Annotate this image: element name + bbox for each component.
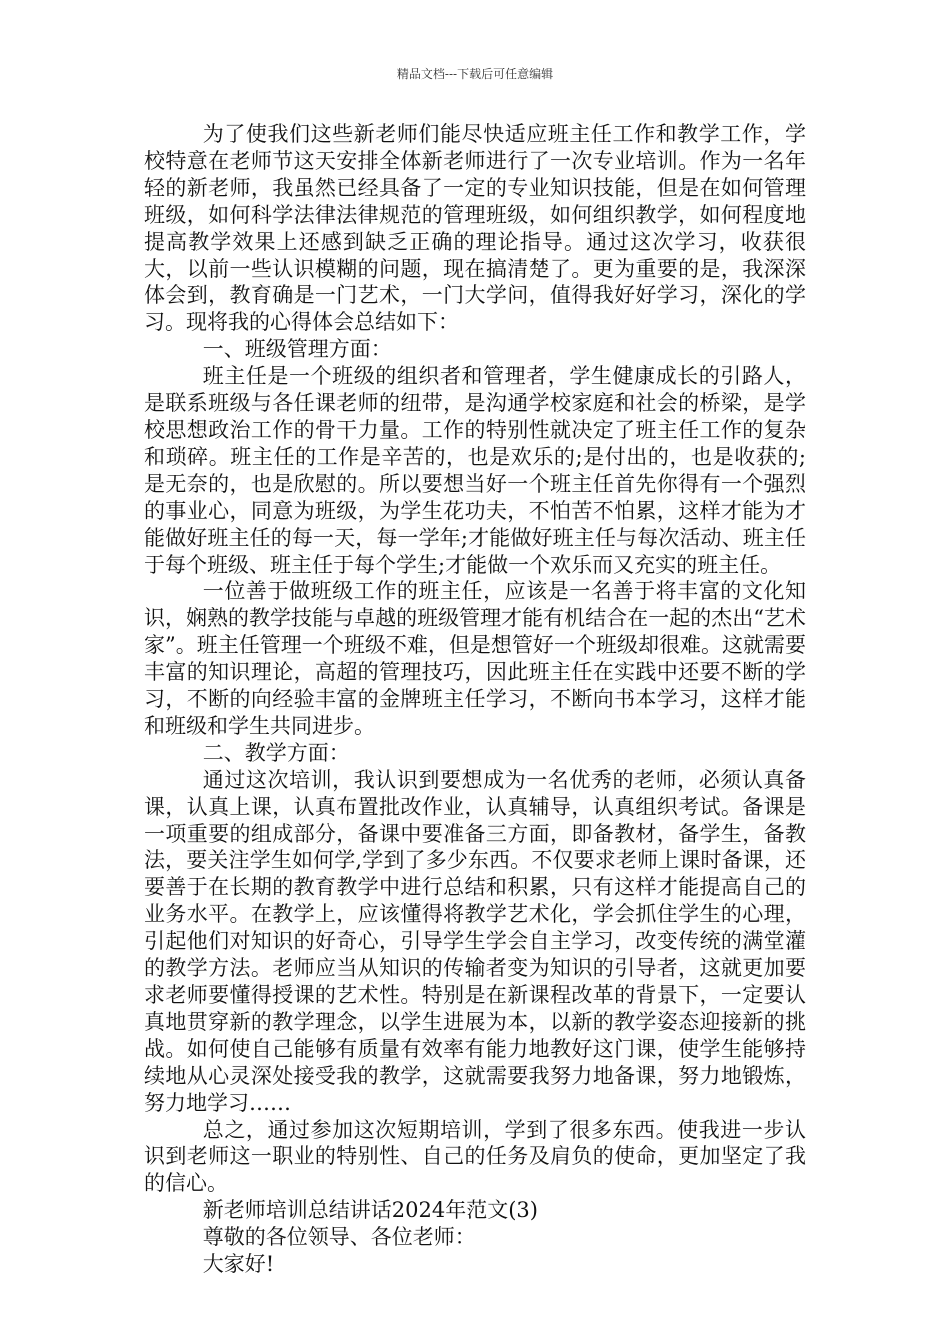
salutation: 尊敬的各位领导、各位老师： (202, 1225, 476, 1250)
paragraph-class-teacher-role: 班主任是一个班级的组织者和管理者，学生健康成长的引路人，是联系班级与各任课老师的纽带，是沟通学校家庭和社会的桥梁，是学校思想政治工作的骨干力量。工作的特别性就决定了班主任工作的复杂和琐碎。班主任的工作是辛苦的，也是欢乐的;是付出的，也是收获的;是无奈的，也是欣慰的。所以要想当好一个班主任首先你得有一个强烈的事业心，同意为班级，为学生花功夫，不怕苦不怕累，这样才能为才能做好班主任的每一天，每一学年;才能做好班主任与每次活动、班主任于每个班级、班主任于每个学生;才能做一个欢乐而又充实的班主任。 (144, 364, 806, 577)
paragraph-conclusion: 总之，通过参加这次短期培训，学到了很多东西。使我进一步认识到老师这一职业的特别性、自己的任务及肩负的使命，更加坚定了我的信心。 (144, 1117, 806, 1196)
document-body (144, 121, 806, 1278)
paragraph-teaching: 通过这次培训，我认识到要想成为一名优秀的老师，必须认真备课，认真上课，认真布置批改作业，认真辅导，认真组织考试。备课是一项重要的组成部分，备课中要准备三方面，即备教材，备学生，备教法，要关注学生如何学,学到了多少东西。不仅要求老师上课时备课，还要善于在长期的教育教学中进行总结和积累，只有这样才能提高自己的业务水平。在教学上，应该懂得将教学艺术化，学会抓住学生的心理，引起他们对知识的好奇心，引导学生学会自主学习，改变传统的满堂灌的教学方法。老师应当从知识的传输者变为知识的引导者，这就更加要求老师要懂得授课的艺术性。特别是在新课程改革的背景下，一定要认真地贯穿新的教学理念，以学生进展为本，以新的教学姿态迎接新的挑战。如何使自己能够有质量有效率有能力地教好这门课，使学生能够持续地从心灵深处接受我的教学，这就需要我努力地备课，努力地锻炼，努力地学习…… (144, 767, 806, 1115)
intro-paragraph: 为了使我们这些新老师们能尽快适应班主任工作和教学工作，学校特意在老师节这天安排全体新老师进行了一次专业培训。作为一名年轻的新老师，我虽然已经具备了一定的专业知识技能，但是在如何管理班级，如何科学法律法律规范的管理班级，如何组织教学，如何程度地提高教学效果上还感到缺乏正确的理论指导。通过这次学习，收获很大，以前一些认识模糊的问题，现在搞清楚了。更为重要的是，我深深体会到，教育确是一门艺术，一门大学问，值得我好好学习，深化的学习。现将我的心得体会总结如下： (144, 122, 806, 335)
section-heading-class-management: 一、班级管理方面： (202, 337, 392, 362)
section-heading-teaching: 二、教学方面： (202, 740, 350, 765)
page-header: 精品文档---下载后可任意编辑 (396, 67, 554, 81)
paragraph-class-teacher-artist: 一位善于做班级工作的班主任，应该是一名善于将丰富的文化知识，娴熟的教学技能与卓越的班级管理才能有机结合在一起的杰出“艺术家”。班主任管理一个班级不难，但是想管好一个班级却很难。这就需要丰富的知识理论，高超的管理技巧，因此班主任在实践中还要不断的学习，不断的向经验丰富的金牌班主任学习，不断向书本学习，这样才能和班级和学生共同进步。 (144, 579, 806, 738)
greeting: 大家好! (202, 1252, 275, 1277)
next-article-title: 新老师培训总结讲话2024年范文(3) (202, 1198, 538, 1223)
